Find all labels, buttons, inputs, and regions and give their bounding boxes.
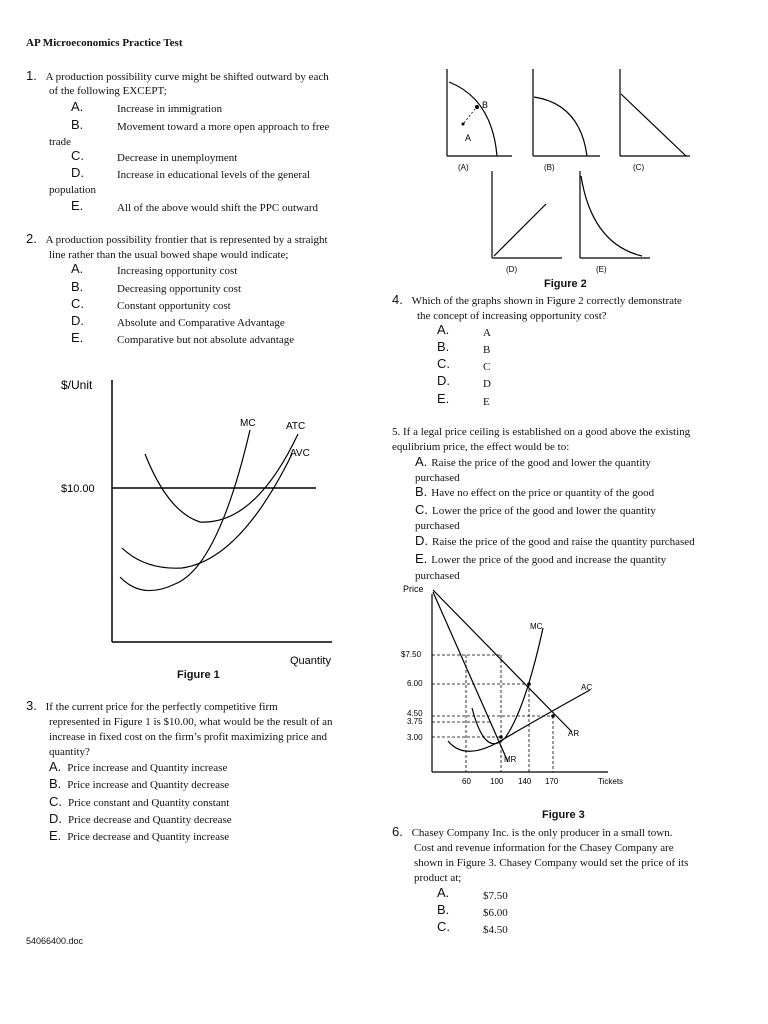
option-text: C	[483, 361, 491, 373]
intersection-ar-ac	[551, 714, 555, 718]
question-stem: the concept of increasing opportunity cost?	[417, 310, 607, 322]
question-stem: line rather than the usual bowed shape would indicate;	[49, 249, 289, 261]
option-text: $4.50	[483, 924, 508, 936]
option-e	[49, 829, 229, 844]
option-letter: B.	[437, 902, 450, 917]
question-4	[392, 293, 682, 308]
option-letter: E.	[415, 551, 428, 566]
question-stem: of the following EXCEPT;	[49, 85, 167, 97]
option-text: Decrease in unemployment	[117, 152, 238, 164]
option-d	[415, 534, 695, 549]
option-letter: C.	[71, 148, 84, 163]
option-c	[71, 297, 84, 312]
ar-curve	[433, 590, 572, 732]
option-text-cont: purchased	[415, 520, 460, 532]
question-number: 3.	[26, 698, 37, 713]
option-text: D	[483, 378, 491, 390]
option-a	[415, 455, 651, 470]
option-text: A	[483, 327, 491, 339]
option-text: Price increase and Quantity increase	[67, 762, 228, 774]
option-text: B	[483, 344, 491, 356]
panel-d-line	[494, 204, 546, 256]
ac-label: AC	[581, 683, 593, 692]
mc-curve	[120, 430, 250, 591]
xtick-60: 60	[462, 777, 471, 786]
question-number: 4.	[392, 292, 403, 307]
mr-label: MR	[504, 755, 517, 764]
option-text: Raise the price of the good and lower the quantity	[431, 457, 651, 469]
option-text: Lower the price of the good and increase the quantity	[431, 554, 667, 566]
ytick-7.50: $7.50	[401, 650, 422, 659]
option-b	[49, 777, 229, 792]
option-letter: C.	[71, 296, 84, 311]
question-stem: Chasey Company Inc. is the only producer in a small town.	[411, 827, 673, 839]
atc-label: ATC	[286, 421, 306, 432]
mc-label: MC	[530, 622, 543, 631]
option-b	[437, 340, 449, 355]
option-text: $7.50	[483, 890, 508, 902]
option-b	[437, 903, 449, 918]
option-d	[71, 314, 84, 329]
question-stem: Cost and revenue information for the Chasey Company are	[414, 842, 674, 854]
option-letter: C.	[49, 794, 62, 809]
question-2	[26, 232, 328, 247]
intersection-mr-mc	[499, 735, 503, 739]
panel-b-label: (B)	[544, 163, 555, 172]
option-letter: C.	[415, 502, 428, 517]
figure-1-xlabel: Quantity	[290, 655, 331, 667]
option-c	[71, 149, 84, 164]
price-label: $10.00	[61, 483, 95, 495]
option-letter: C.	[437, 919, 450, 934]
question-number: 1.	[26, 68, 37, 83]
option-text-cont: trade	[49, 136, 71, 148]
option-letter: E.	[71, 330, 84, 345]
option-letter: C.	[437, 356, 450, 371]
option-d	[71, 166, 84, 181]
option-d	[49, 812, 232, 827]
option-text: Decreasing opportunity cost	[117, 283, 242, 295]
option-letter: B.	[49, 776, 62, 791]
question-number: 6.	[392, 824, 403, 839]
option-text: E	[483, 396, 490, 408]
option-c	[49, 795, 229, 810]
option-letter: A.	[71, 261, 84, 276]
option-c	[415, 503, 656, 518]
intersection-ar-mc	[527, 682, 531, 686]
question-stem: Which of the graphs shown in Figure 2 correctly demonstrate	[411, 295, 682, 307]
panel-b-curve	[534, 97, 587, 156]
ar-label: AR	[568, 729, 580, 738]
option-b	[71, 118, 83, 133]
figure-1-graph	[50, 372, 350, 672]
option-letter: E.	[437, 391, 450, 406]
xtick-140: 140	[518, 777, 532, 786]
option-d	[437, 374, 450, 389]
document-filename: 54066400.doc	[26, 936, 84, 946]
guide-lines	[432, 655, 553, 772]
option-letter: A.	[415, 454, 428, 469]
option-text: Movement toward a more open approach to free	[117, 121, 330, 133]
option-letter: D.	[415, 533, 428, 548]
ytick-6.00: 6.00	[407, 679, 423, 688]
option-text: Absolute and Comparative Advantage	[117, 317, 285, 329]
figure-1-caption: Figure 1	[177, 669, 220, 681]
option-a	[49, 760, 227, 775]
option-text-cont: population	[49, 184, 97, 196]
question-3	[26, 699, 278, 714]
option-text: Raise the price of the good and raise the quantity purchased	[432, 536, 695, 548]
option-letter: D.	[437, 373, 450, 388]
panel-e-label: (E)	[596, 265, 607, 274]
option-letter: A.	[71, 99, 84, 114]
option-letter: B.	[71, 279, 84, 294]
question-6	[392, 825, 673, 840]
option-text: Price decrease and Quantity decrease	[68, 814, 232, 826]
ytick-3.00: 3.00	[407, 733, 423, 742]
ytick-3.75: 3.75	[407, 717, 423, 726]
question-stem: A production possibility frontier that is represented by a straight	[45, 234, 328, 246]
option-e	[71, 199, 83, 214]
ac-curve	[448, 690, 590, 751]
panel-d-label: (D)	[506, 265, 518, 274]
question-stem: increase in fixed cost on the firm’s profit maximizing price and	[49, 731, 327, 743]
option-letter: E.	[71, 198, 84, 213]
option-letter: E.	[49, 828, 62, 843]
option-b	[71, 280, 83, 295]
avc-label: AVC	[290, 448, 310, 459]
question-number: 2.	[26, 231, 37, 246]
option-c	[437, 357, 450, 372]
option-e	[71, 331, 83, 346]
point-b	[475, 105, 479, 109]
xtick-170: 170	[545, 777, 559, 786]
panel-a-curve	[449, 82, 497, 156]
question-5-stem: 5. If a legal price ceiling is established on a good above the existing	[392, 426, 691, 438]
option-a	[71, 262, 83, 277]
question-stem: If the current price for the perfectly competitive firm	[45, 701, 278, 713]
option-text: $6.00	[483, 907, 508, 919]
option-text: All of the above would shift the PPC outward	[117, 202, 319, 214]
option-text: Increase in immigration	[117, 103, 223, 115]
option-a	[437, 323, 449, 338]
question-stem: A production possibility curve might be shifted outward by each	[45, 71, 329, 83]
option-text: Increasing opportunity cost	[117, 265, 238, 277]
question-stem: represented in Figure 1 is $10.00, what would be the result of an	[49, 716, 333, 728]
figure-3-caption: Figure 3	[542, 809, 585, 821]
option-text: Price increase and Quantity decrease	[67, 779, 230, 791]
xtick-100: 100	[490, 777, 504, 786]
mr-curve	[433, 592, 508, 762]
option-text: Comparative but not absolute advantage	[117, 334, 295, 346]
option-letter: B.	[71, 117, 84, 132]
option-letter: D.	[49, 811, 62, 826]
panel-e-curve	[581, 176, 642, 256]
figure-2-caption: Figure 2	[544, 278, 587, 290]
option-e	[415, 552, 666, 567]
point-b-label: B	[482, 100, 489, 110]
option-letter: A.	[437, 885, 450, 900]
panel-a-label: (A)	[458, 163, 469, 172]
option-text: Price constant and Quantity constant	[68, 797, 230, 809]
option-a	[71, 100, 83, 115]
option-text: Increase in educational levels of the general	[117, 169, 311, 181]
question-stem: equlibrium price, the effect would be to:	[392, 441, 570, 453]
option-letter: D.	[71, 165, 84, 180]
mc-curve	[472, 628, 543, 744]
option-e	[437, 392, 449, 407]
atc-curve	[145, 434, 298, 522]
option-letter: B.	[437, 339, 450, 354]
panel-c-line	[621, 94, 686, 156]
option-c	[437, 920, 450, 935]
figure-3-ylabel: Price	[403, 584, 424, 594]
option-text: Have no effect on the price or quantity of the good	[431, 487, 655, 499]
question-1	[26, 69, 329, 84]
figure-3-xlabel: Tickets	[598, 777, 624, 786]
panel-a-arrow	[464, 109, 475, 123]
question-stem: quantity?	[49, 746, 90, 758]
option-letter: B.	[415, 484, 428, 499]
figure-2-graphs	[440, 64, 700, 280]
option-text: Constant opportunity cost	[117, 300, 231, 312]
option-text-cont: purchased	[415, 570, 460, 582]
option-text: Lower the price of the good and lower the quantity	[432, 505, 656, 517]
point-a-label: A	[465, 133, 472, 143]
page-title: AP Microeconomics Practice Test	[26, 37, 183, 49]
question-stem: product at;	[414, 872, 462, 884]
option-text: Price decrease and Quantity increase	[67, 831, 230, 843]
option-letter: D.	[71, 313, 84, 328]
figure-1-ylabel: $/Unit	[61, 378, 93, 392]
question-stem: shown in Figure 3. Chasey Company would set the price of its	[414, 857, 689, 869]
option-letter: A.	[49, 759, 62, 774]
option-b	[415, 485, 654, 500]
option-a	[437, 886, 449, 901]
option-text-cont: purchased	[415, 472, 460, 484]
avc-curve	[122, 454, 292, 568]
ytick-4.50: 4.50	[407, 709, 423, 718]
figure-3-graph	[390, 580, 750, 805]
panel-c-label: (C)	[633, 163, 645, 172]
mc-label: MC	[240, 418, 256, 429]
option-letter: A.	[437, 322, 450, 337]
